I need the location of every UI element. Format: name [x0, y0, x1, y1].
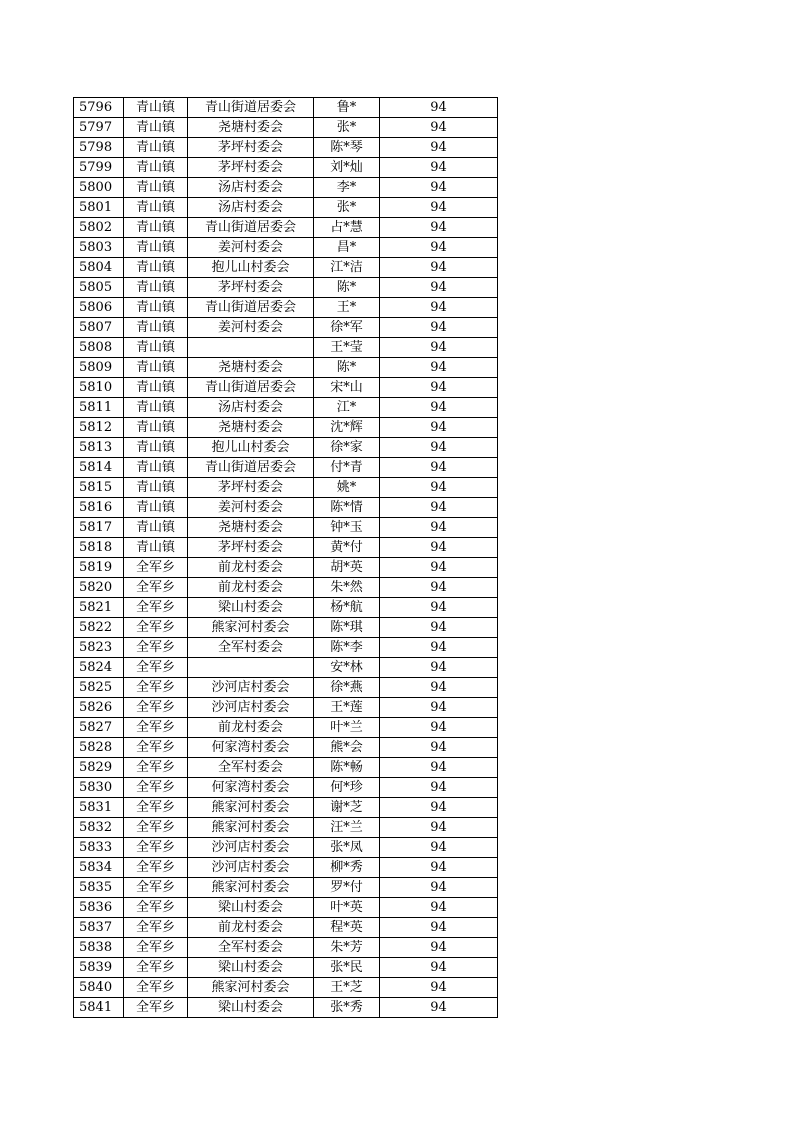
table-row — [74, 218, 498, 238]
cell-village-committee: 姜河村委会 — [188, 318, 314, 338]
cell-serial-number: 5797 — [74, 118, 124, 138]
cell-person-name: 张*秀 — [314, 998, 380, 1018]
cell-village-committee: 茅坪村委会 — [188, 538, 314, 558]
cell-score: 94 — [380, 698, 498, 718]
table-row — [74, 898, 498, 918]
cell-township: 青山镇 — [124, 358, 188, 378]
cell-township: 青山镇 — [124, 418, 188, 438]
cell-township: 全军乡 — [124, 758, 188, 778]
cell-village-committee: 茅坪村委会 — [188, 158, 314, 178]
cell-person-name: 陈* — [314, 358, 380, 378]
cell-serial-number: 5796 — [74, 98, 124, 118]
cell-score: 94 — [380, 818, 498, 838]
cell-village-committee: 青山街道居委会 — [188, 378, 314, 398]
cell-person-name: 陈*琴 — [314, 138, 380, 158]
table-row — [74, 138, 498, 158]
table-row — [74, 858, 498, 878]
table-row — [74, 758, 498, 778]
cell-person-name: 程*英 — [314, 918, 380, 938]
cell-village-committee: 前龙村委会 — [188, 558, 314, 578]
cell-township: 青山镇 — [124, 298, 188, 318]
cell-serial-number: 5826 — [74, 698, 124, 718]
table-row — [74, 178, 498, 198]
cell-township: 全军乡 — [124, 978, 188, 998]
table-row — [74, 718, 498, 738]
cell-village-committee: 熊家河村委会 — [188, 878, 314, 898]
cell-township: 全军乡 — [124, 598, 188, 618]
table-row — [74, 158, 498, 178]
cell-village-committee: 熊家河村委会 — [188, 798, 314, 818]
roster-table — [73, 97, 498, 1018]
cell-person-name: 柳*秀 — [314, 858, 380, 878]
cell-score: 94 — [380, 778, 498, 798]
cell-serial-number: 5802 — [74, 218, 124, 238]
cell-score: 94 — [380, 998, 498, 1018]
cell-person-name: 胡*英 — [314, 558, 380, 578]
table-row — [74, 738, 498, 758]
cell-serial-number: 5834 — [74, 858, 124, 878]
cell-person-name: 宋*山 — [314, 378, 380, 398]
cell-serial-number: 5804 — [74, 258, 124, 278]
cell-serial-number: 5803 — [74, 238, 124, 258]
cell-person-name: 鲁* — [314, 98, 380, 118]
cell-village-committee: 尧塘村委会 — [188, 518, 314, 538]
cell-township: 全军乡 — [124, 998, 188, 1018]
cell-township: 青山镇 — [124, 158, 188, 178]
cell-township: 青山镇 — [124, 518, 188, 538]
cell-person-name: 张* — [314, 118, 380, 138]
cell-township: 全军乡 — [124, 698, 188, 718]
table-row — [74, 978, 498, 998]
cell-serial-number: 5811 — [74, 398, 124, 418]
cell-township: 全军乡 — [124, 778, 188, 798]
cell-village-committee: 青山街道居委会 — [188, 298, 314, 318]
table-row — [74, 778, 498, 798]
cell-township: 全军乡 — [124, 718, 188, 738]
table-row — [74, 938, 498, 958]
cell-serial-number: 5816 — [74, 498, 124, 518]
cell-township: 全军乡 — [124, 858, 188, 878]
cell-township: 全军乡 — [124, 678, 188, 698]
cell-village-committee: 茅坪村委会 — [188, 138, 314, 158]
table-row — [74, 238, 498, 258]
cell-serial-number: 5814 — [74, 458, 124, 478]
table-row — [74, 998, 498, 1018]
cell-village-committee: 沙河店村委会 — [188, 858, 314, 878]
cell-score: 94 — [380, 418, 498, 438]
cell-person-name: 李* — [314, 178, 380, 198]
cell-person-name: 谢*芝 — [314, 798, 380, 818]
cell-person-name: 熊*会 — [314, 738, 380, 758]
cell-score: 94 — [380, 298, 498, 318]
cell-score: 94 — [380, 598, 498, 618]
table-row — [74, 838, 498, 858]
table-row — [74, 818, 498, 838]
cell-serial-number: 5823 — [74, 638, 124, 658]
cell-village-committee: 梁山村委会 — [188, 958, 314, 978]
cell-serial-number: 5820 — [74, 578, 124, 598]
cell-person-name: 王*莲 — [314, 698, 380, 718]
cell-village-committee: 前龙村委会 — [188, 918, 314, 938]
cell-village-committee: 汤店村委会 — [188, 398, 314, 418]
cell-village-committee: 抱儿山村委会 — [188, 438, 314, 458]
cell-person-name: 陈* — [314, 278, 380, 298]
table-row — [74, 98, 498, 118]
cell-village-committee: 全军村委会 — [188, 638, 314, 658]
cell-score: 94 — [380, 258, 498, 278]
cell-score: 94 — [380, 338, 498, 358]
cell-person-name: 王*莹 — [314, 338, 380, 358]
cell-serial-number: 5835 — [74, 878, 124, 898]
cell-score: 94 — [380, 898, 498, 918]
cell-serial-number: 5810 — [74, 378, 124, 398]
cell-score: 94 — [380, 858, 498, 878]
cell-score: 94 — [380, 498, 498, 518]
cell-serial-number: 5805 — [74, 278, 124, 298]
cell-score: 94 — [380, 198, 498, 218]
table-row — [74, 358, 498, 378]
cell-township: 全军乡 — [124, 938, 188, 958]
cell-person-name: 徐*家 — [314, 438, 380, 458]
cell-township: 青山镇 — [124, 338, 188, 358]
cell-person-name: 江*洁 — [314, 258, 380, 278]
table-row — [74, 438, 498, 458]
cell-township: 全军乡 — [124, 578, 188, 598]
cell-score: 94 — [380, 378, 498, 398]
table-row — [74, 478, 498, 498]
cell-score: 94 — [380, 518, 498, 538]
cell-serial-number: 5809 — [74, 358, 124, 378]
cell-township: 青山镇 — [124, 478, 188, 498]
cell-person-name: 张*民 — [314, 958, 380, 978]
cell-person-name: 王* — [314, 298, 380, 318]
cell-village-committee: 前龙村委会 — [188, 578, 314, 598]
cell-serial-number: 5798 — [74, 138, 124, 158]
cell-score: 94 — [380, 978, 498, 998]
cell-score: 94 — [380, 578, 498, 598]
cell-serial-number: 5822 — [74, 618, 124, 638]
cell-serial-number: 5831 — [74, 798, 124, 818]
cell-township: 青山镇 — [124, 178, 188, 198]
cell-serial-number: 5815 — [74, 478, 124, 498]
cell-score: 94 — [380, 938, 498, 958]
cell-serial-number: 5813 — [74, 438, 124, 458]
cell-village-committee: 前龙村委会 — [188, 718, 314, 738]
table-row — [74, 878, 498, 898]
cell-village-committee: 尧塘村委会 — [188, 118, 314, 138]
cell-score: 94 — [380, 438, 498, 458]
cell-village-committee: 抱儿山村委会 — [188, 258, 314, 278]
table-row — [74, 698, 498, 718]
cell-person-name: 王*芝 — [314, 978, 380, 998]
cell-score: 94 — [380, 358, 498, 378]
cell-serial-number: 5806 — [74, 298, 124, 318]
cell-serial-number: 5839 — [74, 958, 124, 978]
cell-village-committee: 梁山村委会 — [188, 898, 314, 918]
table-row — [74, 918, 498, 938]
cell-serial-number: 5825 — [74, 678, 124, 698]
cell-score: 94 — [380, 738, 498, 758]
cell-score: 94 — [380, 158, 498, 178]
cell-township: 青山镇 — [124, 118, 188, 138]
cell-person-name: 徐*军 — [314, 318, 380, 338]
cell-village-committee: 尧塘村委会 — [188, 418, 314, 438]
cell-township: 青山镇 — [124, 238, 188, 258]
cell-village-committee: 茅坪村委会 — [188, 478, 314, 498]
table-row — [74, 578, 498, 598]
cell-person-name: 朱*然 — [314, 578, 380, 598]
cell-person-name: 陈*琪 — [314, 618, 380, 638]
cell-score: 94 — [380, 98, 498, 118]
cell-township: 全军乡 — [124, 798, 188, 818]
cell-score: 94 — [380, 118, 498, 138]
cell-serial-number: 5821 — [74, 598, 124, 618]
table-row — [74, 198, 498, 218]
cell-score: 94 — [380, 278, 498, 298]
cell-village-committee: 姜河村委会 — [188, 498, 314, 518]
cell-township: 青山镇 — [124, 218, 188, 238]
cell-village-committee: 青山街道居委会 — [188, 218, 314, 238]
cell-person-name: 付*青 — [314, 458, 380, 478]
table-row — [74, 418, 498, 438]
cell-score: 94 — [380, 838, 498, 858]
cell-serial-number: 5837 — [74, 918, 124, 938]
cell-township: 青山镇 — [124, 398, 188, 418]
cell-serial-number: 5827 — [74, 718, 124, 738]
cell-village-committee: 尧塘村委会 — [188, 358, 314, 378]
cell-score: 94 — [380, 478, 498, 498]
cell-village-committee: 熊家河村委会 — [188, 978, 314, 998]
cell-person-name: 姚* — [314, 478, 380, 498]
table-row — [74, 678, 498, 698]
cell-score: 94 — [380, 218, 498, 238]
cell-person-name: 黄*付 — [314, 538, 380, 558]
table-row — [74, 538, 498, 558]
cell-township: 全军乡 — [124, 918, 188, 938]
cell-score: 94 — [380, 538, 498, 558]
cell-score: 94 — [380, 718, 498, 738]
cell-township: 全军乡 — [124, 558, 188, 578]
cell-serial-number: 5801 — [74, 198, 124, 218]
table-row — [74, 378, 498, 398]
cell-score: 94 — [380, 798, 498, 818]
cell-person-name: 朱*芳 — [314, 938, 380, 958]
cell-village-committee: 沙河店村委会 — [188, 838, 314, 858]
table-row — [74, 798, 498, 818]
cell-township: 全军乡 — [124, 958, 188, 978]
cell-township: 青山镇 — [124, 98, 188, 118]
table-row — [74, 498, 498, 518]
cell-village-committee: 青山街道居委会 — [188, 458, 314, 478]
cell-village-committee: 熊家河村委会 — [188, 818, 314, 838]
cell-serial-number: 5829 — [74, 758, 124, 778]
cell-person-name: 叶*英 — [314, 898, 380, 918]
cell-serial-number: 5818 — [74, 538, 124, 558]
cell-village-committee: 茅坪村委会 — [188, 278, 314, 298]
cell-village-committee: 何家湾村委会 — [188, 738, 314, 758]
cell-score: 94 — [380, 178, 498, 198]
table-row — [74, 518, 498, 538]
cell-township: 青山镇 — [124, 458, 188, 478]
table-row — [74, 118, 498, 138]
cell-score: 94 — [380, 558, 498, 578]
cell-township: 青山镇 — [124, 278, 188, 298]
table-row — [74, 318, 498, 338]
cell-score: 94 — [380, 658, 498, 678]
cell-village-committee: 沙河店村委会 — [188, 698, 314, 718]
cell-person-name: 杨*航 — [314, 598, 380, 618]
cell-serial-number: 5832 — [74, 818, 124, 838]
cell-person-name: 沈*辉 — [314, 418, 380, 438]
cell-serial-number: 5833 — [74, 838, 124, 858]
cell-person-name: 叶*兰 — [314, 718, 380, 738]
cell-score: 94 — [380, 398, 498, 418]
table-row — [74, 298, 498, 318]
cell-person-name: 占*慧 — [314, 218, 380, 238]
cell-township: 全军乡 — [124, 618, 188, 638]
cell-township: 全军乡 — [124, 898, 188, 918]
table-row — [74, 618, 498, 638]
cell-township: 青山镇 — [124, 138, 188, 158]
table-row — [74, 558, 498, 578]
cell-township: 青山镇 — [124, 318, 188, 338]
cell-score: 94 — [380, 138, 498, 158]
cell-score: 94 — [380, 958, 498, 978]
cell-serial-number: 5812 — [74, 418, 124, 438]
table-row — [74, 338, 498, 358]
cell-village-committee: 全军村委会 — [188, 938, 314, 958]
cell-township: 全军乡 — [124, 658, 188, 678]
cell-serial-number: 5841 — [74, 998, 124, 1018]
cell-serial-number: 5840 — [74, 978, 124, 998]
cell-village-committee: 全军村委会 — [188, 758, 314, 778]
table-row — [74, 658, 498, 678]
cell-serial-number: 5808 — [74, 338, 124, 358]
cell-serial-number: 5817 — [74, 518, 124, 538]
table-row — [74, 398, 498, 418]
cell-township: 全军乡 — [124, 738, 188, 758]
cell-person-name: 徐*燕 — [314, 678, 380, 698]
cell-person-name: 何*珍 — [314, 778, 380, 798]
cell-township: 青山镇 — [124, 538, 188, 558]
cell-score: 94 — [380, 638, 498, 658]
cell-person-name: 安*林 — [314, 658, 380, 678]
table-row — [74, 958, 498, 978]
cell-village-committee — [188, 338, 314, 358]
cell-township: 全军乡 — [124, 818, 188, 838]
cell-person-name: 罗*付 — [314, 878, 380, 898]
cell-person-name: 昌* — [314, 238, 380, 258]
cell-township: 全军乡 — [124, 878, 188, 898]
cell-score: 94 — [380, 458, 498, 478]
cell-village-committee: 汤店村委会 — [188, 198, 314, 218]
cell-person-name: 陈*李 — [314, 638, 380, 658]
cell-township: 青山镇 — [124, 498, 188, 518]
cell-village-committee: 姜河村委会 — [188, 238, 314, 258]
cell-township: 全军乡 — [124, 638, 188, 658]
cell-township: 青山镇 — [124, 378, 188, 398]
roster-table-body — [74, 98, 498, 1018]
cell-village-committee: 熊家河村委会 — [188, 618, 314, 638]
cell-serial-number: 5800 — [74, 178, 124, 198]
table-row — [74, 638, 498, 658]
cell-score: 94 — [380, 918, 498, 938]
cell-township: 青山镇 — [124, 258, 188, 278]
cell-township: 青山镇 — [124, 198, 188, 218]
cell-village-committee: 梁山村委会 — [188, 998, 314, 1018]
cell-serial-number: 5830 — [74, 778, 124, 798]
cell-score: 94 — [380, 758, 498, 778]
table-row — [74, 458, 498, 478]
cell-township: 青山镇 — [124, 438, 188, 458]
cell-serial-number: 5838 — [74, 938, 124, 958]
cell-village-committee: 沙河店村委会 — [188, 678, 314, 698]
cell-score: 94 — [380, 238, 498, 258]
cell-score: 94 — [380, 318, 498, 338]
cell-village-committee — [188, 658, 314, 678]
cell-village-committee: 汤店村委会 — [188, 178, 314, 198]
cell-person-name: 张* — [314, 198, 380, 218]
cell-serial-number: 5807 — [74, 318, 124, 338]
cell-person-name: 汪*兰 — [314, 818, 380, 838]
cell-person-name: 江* — [314, 398, 380, 418]
table-row — [74, 278, 498, 298]
cell-person-name: 张*凤 — [314, 838, 380, 858]
table-row — [74, 258, 498, 278]
table-row — [74, 598, 498, 618]
cell-score: 94 — [380, 678, 498, 698]
cell-serial-number: 5824 — [74, 658, 124, 678]
cell-score: 94 — [380, 878, 498, 898]
cell-serial-number: 5836 — [74, 898, 124, 918]
cell-serial-number: 5819 — [74, 558, 124, 578]
cell-score: 94 — [380, 618, 498, 638]
cell-village-committee: 梁山村委会 — [188, 598, 314, 618]
cell-serial-number: 5828 — [74, 738, 124, 758]
cell-person-name: 钟*玉 — [314, 518, 380, 538]
cell-person-name: 陈*畅 — [314, 758, 380, 778]
cell-person-name: 陈*情 — [314, 498, 380, 518]
cell-person-name: 刘*灿 — [314, 158, 380, 178]
cell-village-committee: 何家湾村委会 — [188, 778, 314, 798]
cell-serial-number: 5799 — [74, 158, 124, 178]
cell-village-committee: 青山街道居委会 — [188, 98, 314, 118]
cell-township: 全军乡 — [124, 838, 188, 858]
